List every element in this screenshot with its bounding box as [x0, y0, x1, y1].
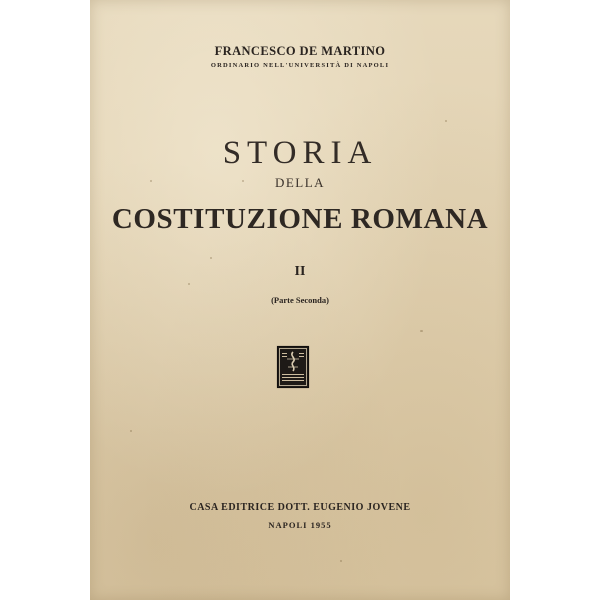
publication-place-year: NAPOLI 1955 — [268, 520, 332, 530]
paper-speck — [130, 430, 132, 432]
volume-part: (Parte Seconda) — [271, 295, 329, 305]
paper-speck — [420, 330, 423, 332]
paper-speck — [445, 120, 447, 122]
paper-speck — [188, 283, 190, 285]
title-della: DELLA — [274, 175, 326, 190]
title-storia: STORIA — [222, 135, 378, 171]
volume-number: II — [294, 264, 306, 279]
title-costituzione-romana: COSTITUZIONE ROMANA — [111, 203, 489, 235]
book-cover — [90, 0, 510, 600]
author-name: FRANCESCO DE MARTINO — [214, 44, 386, 58]
emblem-graphic — [278, 347, 308, 387]
publisher-emblem-icon — [277, 346, 309, 388]
publisher-name: CASA EDITRICE DOTT. EUGENIO JOVENE — [189, 502, 411, 513]
author-affiliation: ORDINARIO NELL'UNIVERSITÀ DI NAPOLI — [210, 62, 390, 69]
paper-speck — [340, 560, 342, 562]
paper-speck — [210, 257, 212, 259]
